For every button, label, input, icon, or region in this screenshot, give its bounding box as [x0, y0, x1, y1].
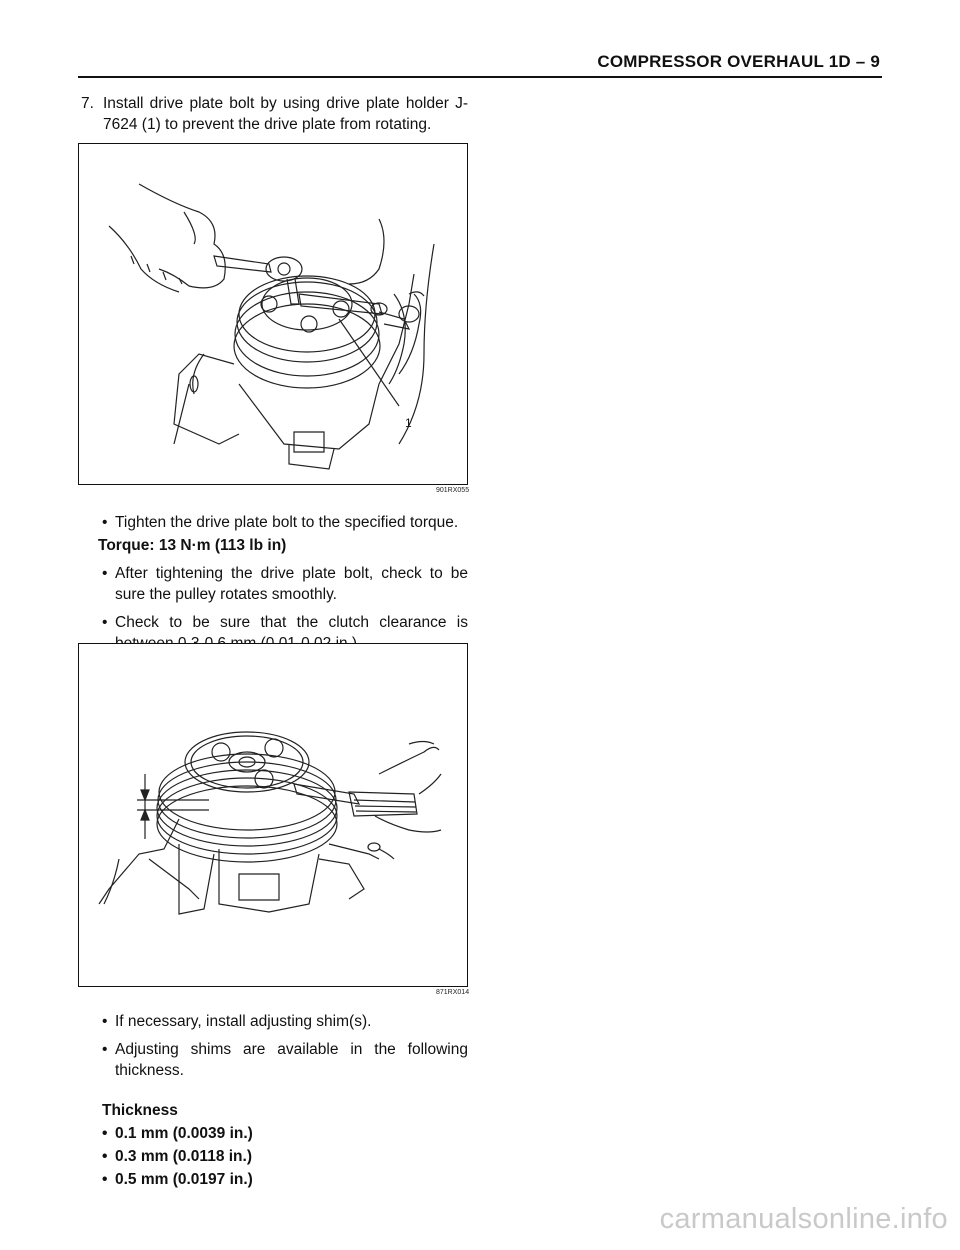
bullet-dot: •: [102, 1013, 108, 1030]
list-item: [78, 1011, 468, 1032]
thickness-heading: Thickness: [102, 1102, 178, 1119]
bullet-dot: •: [102, 1148, 108, 1165]
list-item-text: If necessary, install adjusting shim(s).: [115, 1013, 372, 1030]
list-item: [78, 563, 468, 605]
list-item-text: 0.1 mm (0.0039 in.): [115, 1125, 253, 1142]
list-item-text: Check to be sure that the clutch clearance is: [115, 614, 468, 631]
bullet-group-2: [78, 1011, 468, 1190]
list-item: [78, 512, 468, 533]
header-rule: [78, 76, 882, 78]
list-item-text: 0.5 mm (0.0197 in.): [115, 1171, 253, 1188]
watermark: carmanualsonline.info: [659, 1203, 948, 1235]
bullet-group-1: [78, 512, 468, 654]
step-7: [78, 93, 468, 135]
list-item-text: Tighten the drive plate bolt to the specified torque.: [115, 514, 459, 531]
figure-clutch-clearance: [78, 643, 468, 987]
list-item: [78, 1169, 468, 1190]
list-item: [78, 1146, 468, 1167]
page-header: COMPRESSOR OVERHAUL 1D – 9: [597, 52, 880, 71]
bullet-dot: •: [102, 565, 108, 582]
list-item-text: 0.3 mm (0.0118 in.): [115, 1148, 252, 1165]
bullet-dot: •: [102, 514, 108, 531]
torque-spec: Torque: 13 N·m (113 lb in): [98, 537, 287, 554]
callout-1: 1: [405, 416, 412, 430]
list-item-text: After tightening the drive plate bolt, check to be sure the pulley rotates smoothly.: [115, 565, 468, 603]
figure-drive-plate-holder: [78, 143, 468, 485]
step-number: 7.: [81, 95, 94, 112]
illustration-drive-plate-holder: [79, 144, 467, 484]
bullet-dot: •: [102, 1041, 108, 1058]
list-item: [78, 1039, 468, 1081]
bullet-dot: •: [102, 614, 108, 631]
figure-code-2: 871RX014: [436, 989, 470, 996]
figure-code-1: 901RX055: [436, 487, 470, 494]
step-text: Install drive plate bolt by using drive plate holder J-7624 (1) to prevent the drive plate from rotating.: [103, 95, 468, 133]
bullet-dot: •: [102, 1171, 108, 1188]
bullet-dot: •: [102, 1125, 108, 1142]
list-item: [78, 1123, 468, 1144]
list-item-text: Adjusting shims are available in the following thickness.: [115, 1041, 468, 1079]
illustration-clutch-clearance: [79, 644, 467, 986]
